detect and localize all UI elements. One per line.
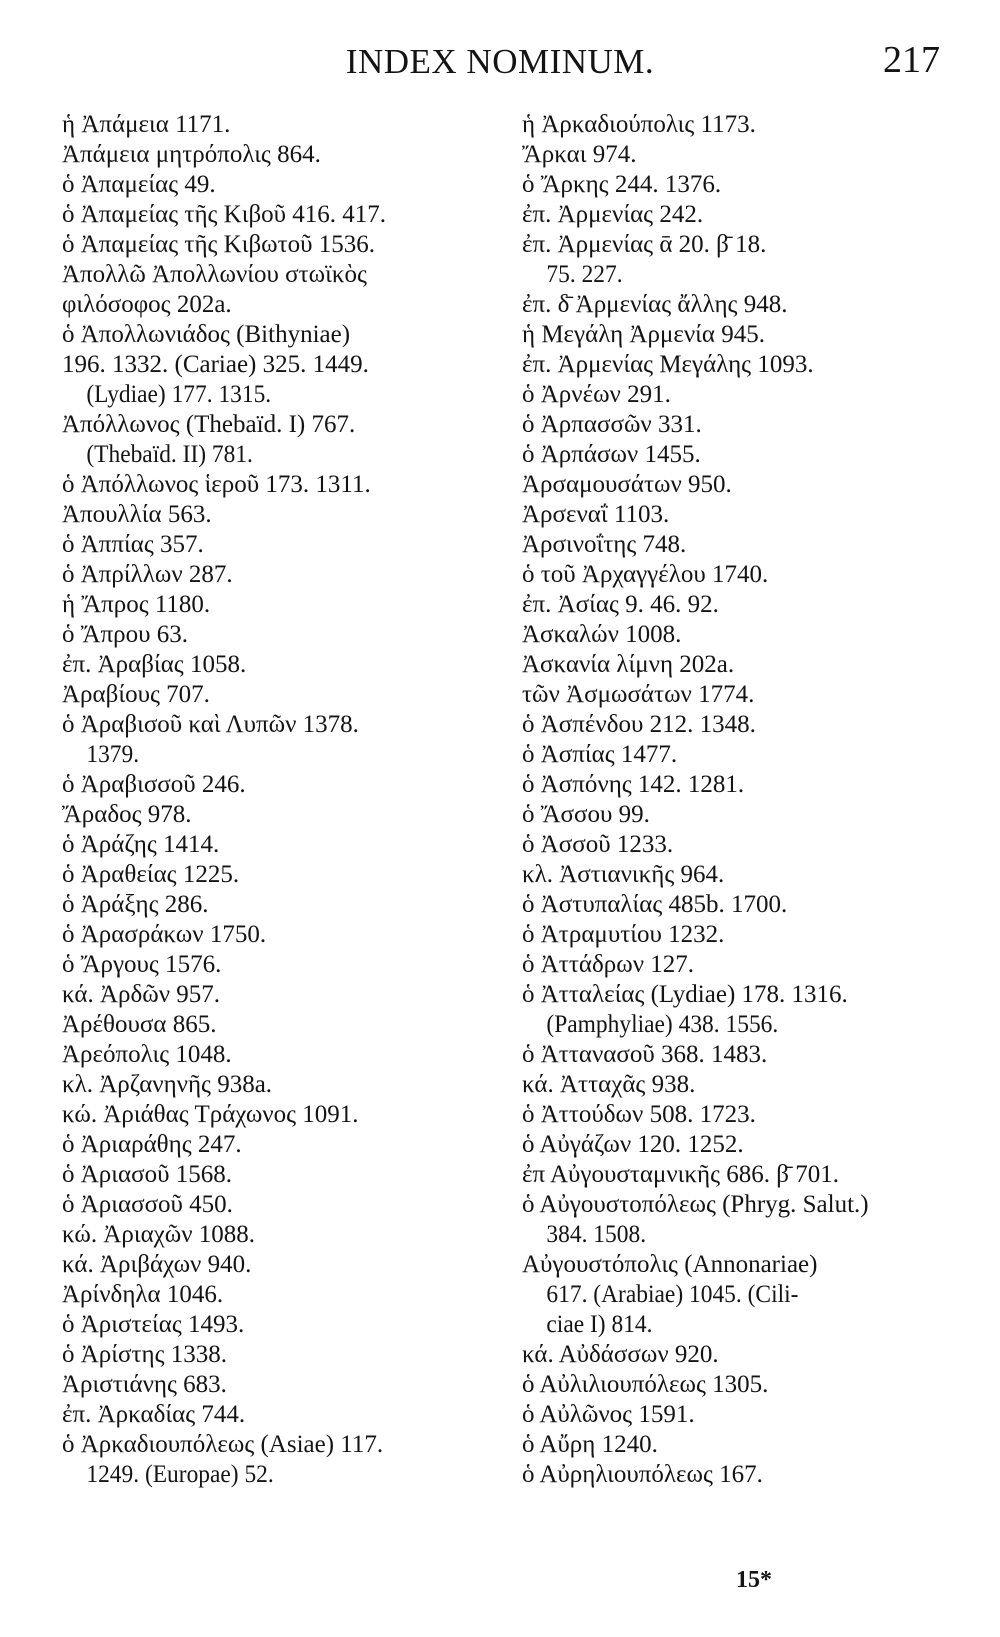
index-entry: ὁ Ἀστυπαλίας 485b. 1700. [522,891,788,918]
index-entry: ὁ Ἀτραμυτίου 1232. [522,921,725,948]
index-entry: ὁ Ἄσσου 99. [522,801,650,828]
index-entry: κώ. Ἀριάθας Τράχωνος 1091. [62,1101,359,1128]
index-entry: ὁ Ἀραβισσοῦ 246. [62,771,246,798]
right-index-column [522,110,942,1490]
index-entry: Ἀρσινοΐτης 748. [522,531,687,558]
index-entry: ὁ Ἄπρου 63. [62,621,189,648]
index-entry: (Lydiae) 177. 1315. [86,381,272,408]
index-entry: Ἀρίνδηλα 1046. [62,1281,224,1308]
index-entry: ἐπ. Ἀρμενίας Μεγάλης 1093. [522,351,814,378]
index-entry: ὁ Ἄργους 1576. [62,951,222,978]
index-entry: ὁ Ἀππίας 357. [62,531,204,558]
index-entry: Ἀπουλλία 563. [62,501,212,528]
left-index-column [62,110,476,1490]
index-entry: ὁ Ἀπαμείας τῆς Κιβωτοῦ 1536. [62,231,376,258]
index-entry: ὁ Ἄρκης 244. 1376. [522,171,722,198]
index-entry: ὁ Ἀρνέων 291. [522,381,671,408]
index-entry: κλ. Ἀστιανικῆς 964. [522,861,725,888]
index-entry: Ἀρέθουσα 865. [62,1011,217,1038]
index-entry: Ἀριστιάνης 683. [62,1371,227,1398]
index-entry: 384. 1508. [546,1221,647,1248]
index-entry: ἡ Ἀπάμεια 1171. [62,111,231,138]
index-entry: Ἀσκανία λίμνη 202a. [522,651,735,678]
index-entry: (Pamphyliae) 438. 1556. [546,1011,779,1038]
index-entry: ὁ Ἀρπασσῶν 331. [522,411,702,438]
index-entry: ὁ Αὐλῶνος 1591. [522,1401,695,1428]
index-entry: ἐπ. δ̄ Ἀρμενίας ἄλλης 948. [522,291,788,318]
index-entry: ὁ Ἀττανασοῦ 368. 1483. [522,1041,768,1068]
index-entry: ἐπ Αὐγουσταμνικῆς 686. β̄ 701. [522,1161,839,1188]
index-entry: ὁ Αὐρηλιουπόλεως 167. [522,1461,763,1488]
running-title: INDEX NOMINUM. [345,42,655,81]
index-entry: ὁ Ἀραβισοῦ καὶ Λυπῶν 1378. [62,711,359,738]
index-entry: ὁ Ἀριαράθης 247. [62,1131,242,1158]
index-entry: κώ. Ἀριαχῶν 1088. [62,1221,256,1248]
index-entry: ὁ Ἀπόλλωνος ἱεροῦ 173. 1311. [62,471,371,498]
index-entry: ἐπ. Ἀρκαδίας 744. [62,1401,246,1428]
index-entry: Ἀσκαλών 1008. [522,621,682,648]
index-entry: ὁ Ἀραθείας 1225. [62,861,240,888]
index-entry: (Thebaïd. II) 781. [86,441,253,468]
index-entry: ἡ Μεγάλη Ἀρμενία 945. [522,321,765,348]
index-entry: ὁ Ἀπρίλλων 287. [62,561,233,588]
index-entry: ὁ Ἀράξης 286. [62,891,209,918]
signature-mark: 15* [736,1567,772,1593]
index-entry: 196. 1332. (Cariae) 325. 1449. [62,351,369,378]
index-entry: ἡ Ἀρκαδιούπολις 1173. [522,111,756,138]
index-entry: Ἀπόλλωνος (Thebaïd. I) 767. [62,411,356,438]
page-number: 217 [883,39,940,81]
index-entry: Ἀρσεναΐ 1103. [522,501,670,528]
index-entry: τῶν Ἀσμωσάτων 1774. [522,681,755,708]
index-entry: κά. Ἀτταχᾶς 938. [522,1071,696,1098]
index-entry: ὁ Ἀσπόνης 142. 1281. [522,771,745,798]
index-entry: 617. (Arabiae) 1045. (Cili- [546,1281,799,1308]
index-entry: ὁ Ἀττάδρων 127. [522,951,695,978]
index-entry: Ἄρκαι 974. [522,141,637,168]
index-entry: κά. Ἀριβάχων 940. [62,1251,252,1278]
index-entry: Ἀραβίους 707. [62,681,210,708]
index-entry: ἐπ. Ἀρμενίας 242. [522,201,704,228]
index-entry: ὁ Ἀσπένδου 212. 1348. [522,711,756,738]
index-entry: κλ. Ἀρζανηνῆς 938a. [62,1071,273,1098]
index-entry: ὁ Ἀσσοῦ 1233. [522,831,674,858]
index-entry: 1379. [86,741,140,768]
index-entry: ὁ Ἀρασράκων 1750. [62,921,267,948]
index-entry: ὁ Ἀράζης 1414. [62,831,220,858]
index-entry: ὁ Ἀπαμείας 49. [62,171,216,198]
index-entry: ὁ Ἀριασσοῦ 450. [62,1191,233,1218]
index-entry: ὁ Ἀπαμείας τῆς Κιβοῦ 416. 417. [62,201,387,228]
index-entry: ὁ Αὐγάζων 120. 1252. [522,1131,744,1158]
index-entry: ἐπ. Ἀσίας 9. 46. 92. [522,591,719,618]
index-entry: ὁ Ἀριστείας 1493. [62,1311,245,1338]
page-header [60,38,940,88]
index-entry: Ἀρεόπολις 1048. [62,1041,232,1068]
index-entry: ὁ Ἀριασοῦ 1568. [62,1161,232,1188]
index-entry: ὁ τοῦ Ἀρχαγγέλου 1740. [522,561,769,588]
index-entry: ὁ Αὐλιλιουπόλεως 1305. [522,1371,769,1398]
index-entry: ὁ Ἀσπίας 1477. [522,741,678,768]
index-entry: κά. Αὐδάσσων 920. [522,1341,719,1368]
index-entry: ὁ Ἀττούδων 508. 1723. [522,1101,756,1128]
index-entry: κά. Ἀρδῶν 957. [62,981,221,1008]
index-entry: ὁ Αὐγουστοπόλεως (Phryg. Salut.) [522,1191,869,1218]
index-entry: ὁ Ἀρίστης 1338. [62,1341,228,1368]
index-entry: Ἄραδος 978. [62,801,192,828]
index-entry: ἐπ. Ἀραβίας 1058. [62,651,247,678]
index-entry: ciae I) 814. [546,1311,653,1338]
index-entry: ὁ Ἀρκαδιουπόλεως (Asiae) 117. [62,1431,384,1458]
index-entry: ὁ Ἀρπάσων 1455. [522,441,701,468]
index-entry: 75. 227. [546,261,623,288]
index-entry: Ἀπάμεια μητρόπολις 864. [62,141,321,168]
index-entry: ἡ Ἄπρος 1180. [62,591,211,618]
index-entry: ἐπ. Ἀρμενίας ᾱ 20. β̄ 18. [522,231,767,258]
index-entry: ὁ Ἀπολλωνιάδος (Bithyniae) [62,321,351,348]
index-entry: ὁ Αὔρη 1240. [522,1431,658,1458]
index-entry: Ἀπολλῶ Ἀπολλωνίου στωϊκὸς [62,261,367,288]
index-entry: ὁ Ἀτταλείας (Lydiae) 178. 1316. [522,981,848,1008]
index-entry: Ἀρσαμουσάτων 950. [522,471,732,498]
index-entry: Αὐγουστόπολις (Annonariae) [522,1251,818,1278]
index-entry: 1249. (Europae) 52. [86,1461,274,1488]
index-entry: φιλόσοφος 202a. [62,291,232,318]
